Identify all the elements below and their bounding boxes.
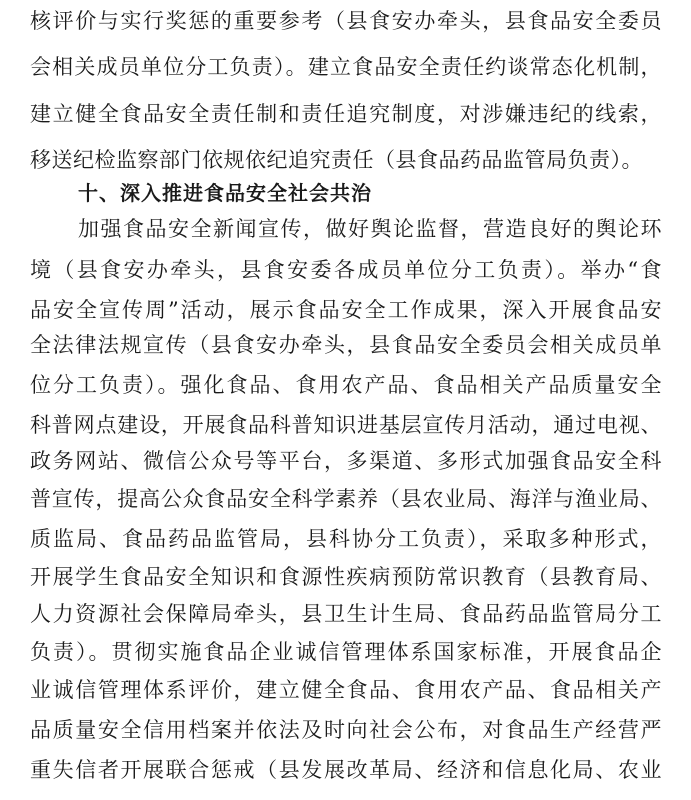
paragraph-line: 境（县食安办牵头，县食安委各成员单位分工负责）。举办“食	[30, 258, 662, 282]
paragraph-line: 政务网站、微信公众号等平台，多渠道、多形式加强食品安全科	[30, 449, 662, 473]
paragraph-line: 重失信者开展联合惩戒（县发展改革局、经济和信息化局、农业	[30, 758, 662, 782]
paragraph-line: 全法律法规宣传（县食安办牵头，县食品安全委员会相关成员单	[30, 333, 662, 357]
paragraph-line-indented: 加强食品安全新闻宣传，做好舆论监督，营造良好的舆论环	[78, 217, 662, 241]
paragraph-line: 业诚信管理体系评价，建立健全食品、食用农产品、食品相关产	[30, 678, 662, 702]
paragraph-line: 负责）。贯彻实施食品企业诚信管理体系国家标准，开展食品企	[30, 640, 662, 664]
paragraph-line: 品质量安全信用档案并依法及时向社会公布，对食品生产经营严	[30, 718, 662, 742]
paragraph-line: 建立健全食品安全责任制和责任追究制度，对涉嫌违纪的线索，	[30, 102, 662, 126]
paragraph-line: 科普网点建设，开展食品科普知识进基层宣传月活动，通过电视、	[30, 413, 662, 437]
paragraph-line: 普宣传，提高公众食品安全科学素养（县农业局、海洋与渔业局、	[30, 487, 662, 511]
paragraph-line: 移送纪检监察部门依规依纪追究责任（县食品药品监管局负责）。	[30, 148, 643, 172]
paragraph-line: 开展学生食品安全知识和食源性疾病预防常识教育（县教育局、	[30, 565, 662, 589]
section-heading: 十、深入推进食品安全社会共治	[78, 181, 372, 205]
paragraph-line: 会相关成员单位分工负责）。建立食品安全责任约谈常态化机制，	[30, 55, 662, 79]
paragraph-line: 核评价与实行奖惩的重要参考（县食安办牵头，县食品安全委员	[30, 9, 662, 33]
paragraph-line: 人力资源社会保障局牵头，县卫生计生局、食品药品监管局分工	[30, 602, 662, 626]
paragraph-line: 质监局、食品药品监管局，县科协分工负责），采取多种形式，	[30, 527, 662, 551]
paragraph-line: 品安全宣传周”活动，展示食品安全工作成果，深入开展食品安	[30, 298, 662, 322]
paragraph-line: 位分工负责）。强化食品、食用农产品、食品相关产品质量安全	[30, 373, 662, 397]
